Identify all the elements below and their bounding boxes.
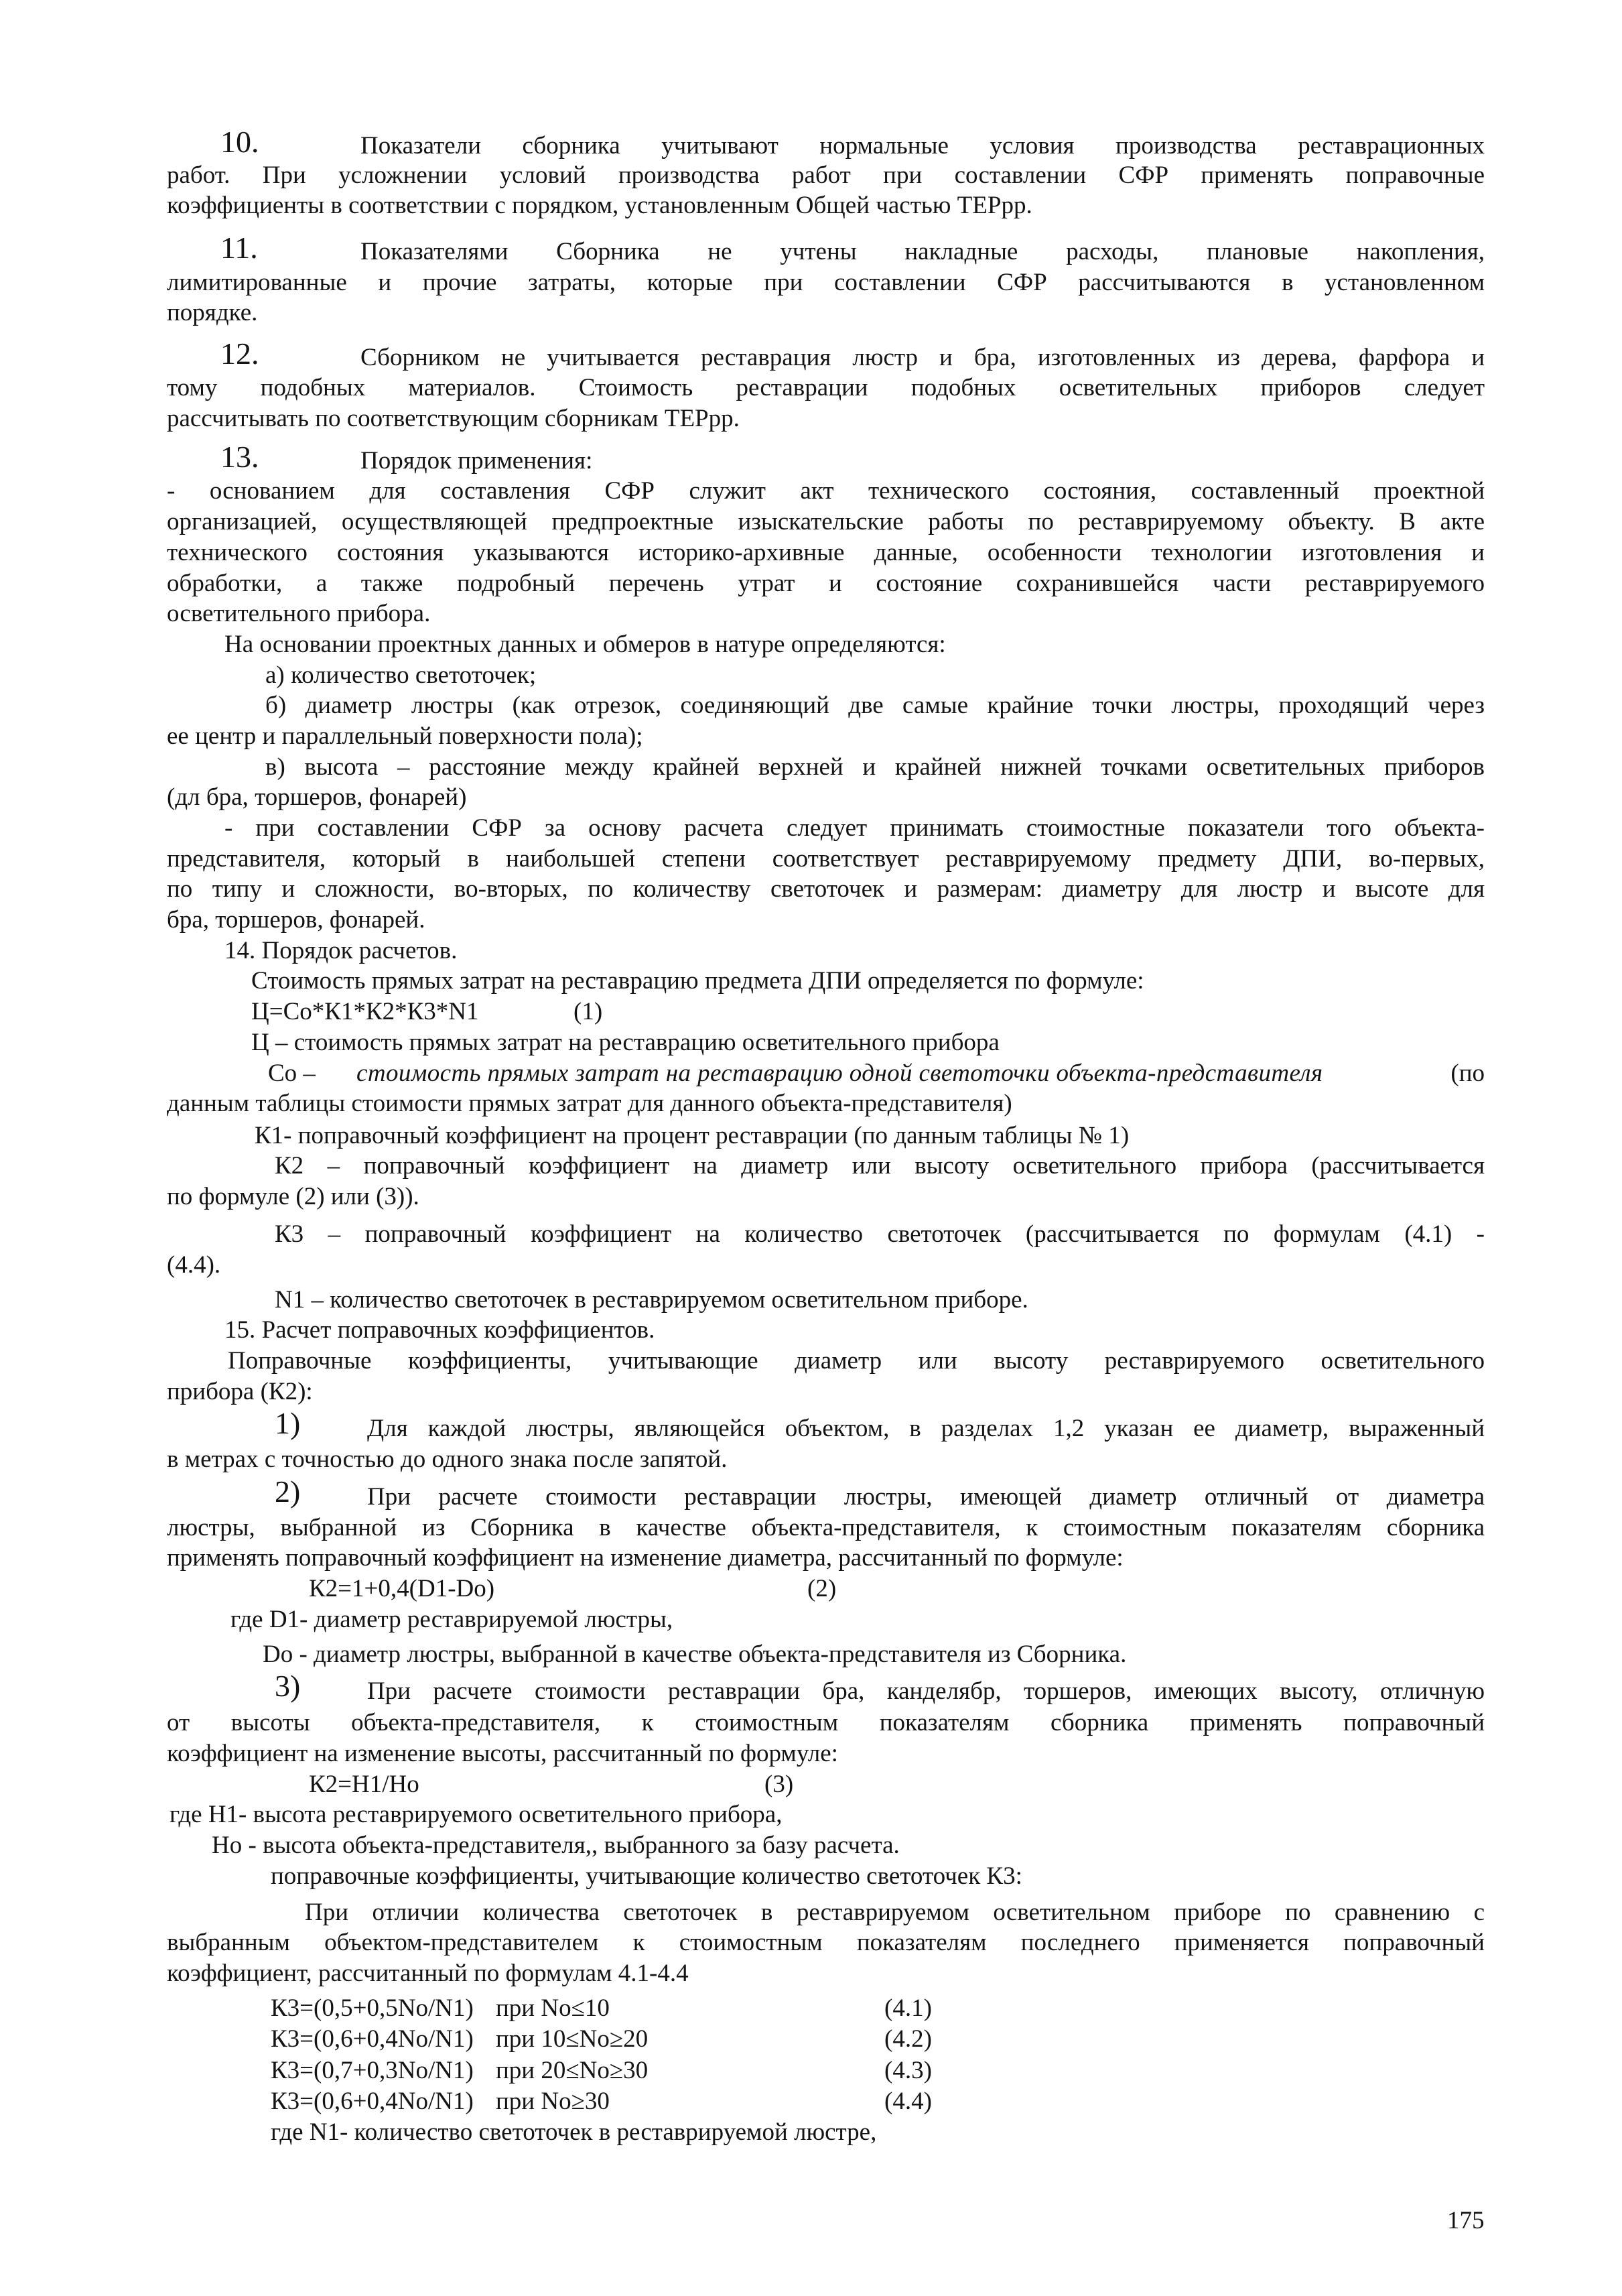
- paragraph-text: бра, торшеров, фонарей.: [167, 906, 425, 934]
- paragraph-text: порядке.: [167, 299, 258, 326]
- paragraph-text: поправочные коэффициенты, учитывающие количество светоточек К3:: [271, 1862, 1022, 1890]
- paragraph-text: по типу и сложности, во-вторых, по количеству светоточек и размерам: диаметру для люстр и высоте для: [167, 875, 1485, 903]
- formula: К3=(0,7+0,3No/N1): [271, 2057, 474, 2084]
- definition: по формуле (2) или (3)).: [167, 1183, 419, 1210]
- paragraph-text: работ. При усложнении условий производства работ при составлении СФР применять поправочные: [167, 162, 1485, 189]
- paragraph-text: тому подобных материалов. Стоимость реставрации подобных осветительных приборов следует: [167, 374, 1485, 401]
- item-number: 10.: [220, 125, 259, 159]
- paragraph-text: прибора (К2):: [167, 1378, 313, 1405]
- item-number: 12.: [220, 336, 259, 371]
- paragraph-text: При отличии количества светоточек в реставрируемом осветительном приборе по сравнению с: [305, 1899, 1485, 1926]
- paragraph-text: - основанием для составления СФР служит акт технического состояния, составленный проектной: [167, 477, 1485, 505]
- subitem-number: 3): [275, 1669, 301, 1703]
- definition-text: (по: [1450, 1060, 1485, 1087]
- formula-number: (4.3): [884, 2057, 932, 2084]
- list-item: б) диаметр люстры (как отрезок, соединяющий две самые крайние точки люстры, проходящий через: [265, 692, 1485, 719]
- paragraph-text: технического состояния указываются историко-архивные данные, особенности технологии изготовления и: [167, 539, 1485, 566]
- paragraph-text: - при составлении СФР за основу расчета следует принимать стоимостные показатели того объекта-: [224, 814, 1485, 842]
- paragraph-text: представителя, который в наибольшей степени соответствует реставрируемому предмету ДПИ, во-первых,: [167, 845, 1485, 873]
- symbol: Со –: [268, 1060, 316, 1087]
- definition-text: стоимость прямых затрат на реставрацию одной светоточки объекта-представителя: [356, 1060, 1323, 1087]
- paragraph-text: лимитированные и прочие затраты, которые при составлении СФР рассчитываются в установленном: [167, 269, 1485, 296]
- formula-number: (1): [573, 998, 603, 1025]
- formula-number: (3): [764, 1771, 794, 1798]
- paragraph-text: от высоты объекта-представителя, к стоимостным показателям сборника применять поправочный: [167, 1709, 1485, 1736]
- paragraph-text: применять поправочный коэффициент на изменение диаметра, рассчитанный по формуле:: [167, 1544, 1124, 1572]
- formula-number: (4.4): [884, 2088, 932, 2115]
- list-item: а) количество светоточек;: [265, 661, 537, 689]
- paragraph-text: коэффициенты в соответствии с порядком, установленным Общей частью ТЕРрр.: [167, 192, 1032, 219]
- paragraph-text: Стоимость прямых затрат на реставрацию предмета ДПИ определяется по формуле:: [251, 967, 1144, 995]
- formula: К3=(0,6+0,4No/N1): [271, 2025, 474, 2053]
- item-number: 11.: [220, 231, 258, 265]
- formula: К3=(0,6+0,4No/N1): [271, 2088, 474, 2115]
- formula-number: (2): [807, 1575, 837, 1602]
- definition: Ц – стоимость прямых затрат на реставрацию осветительного прибора: [251, 1029, 1000, 1056]
- definition: где Н1- высота реставрируемого осветительного прибора,: [170, 1801, 783, 1828]
- formula: Ц=Со*К1*К2*К3*N1: [251, 998, 479, 1025]
- formula-condition: при 20≤No≥30: [496, 2057, 649, 2084]
- formula: К2=Н1/Но: [309, 1771, 419, 1798]
- formula-3: [309, 1770, 912, 1799]
- formula-number: (4.2): [884, 2025, 932, 2053]
- paragraph-text: организацией, осуществляющей предпроектные изыскательские работы по реставрируемому объекту. В акте: [167, 508, 1485, 535]
- paragraph-text: Сборником не учитывается реставрация люстр и бра, изготовленных из дерева, фарфора и: [360, 344, 1485, 371]
- paragraph-text: Показателями Сборника не учтены накладные расходы, плановые накопления,: [360, 238, 1485, 265]
- formula-4-2: [271, 2025, 1008, 2054]
- page-number: 175: [1447, 2207, 1485, 2234]
- paragraph-text: коэффициент, рассчитанный по формулам 4.1-4.4: [167, 1960, 689, 1987]
- definition: Но - высота объекта-представителя,, выбранного за базу расчета.: [212, 1832, 900, 1859]
- paragraph-text: На основании проектных данных и обмеров в натуре определяются:: [224, 631, 946, 658]
- section-title: 15. Расчет поправочных коэффициентов.: [224, 1316, 655, 1344]
- formula-condition: при 10≤No≥20: [496, 2025, 649, 2053]
- paragraph-text: осветительного прибора.: [167, 600, 431, 627]
- definition: (4.4).: [167, 1251, 221, 1279]
- definition: данным таблицы стоимости прямых затрат для данного объекта-представителя): [167, 1090, 1012, 1117]
- definition: К1- поправочный коэффициент на процент реставрации (по данным таблицы № 1): [255, 1122, 1130, 1149]
- subitem-number: 1): [275, 1406, 301, 1440]
- paragraph-text: выбранным объектом-представителем к стоимостным показателям последнего применяется поправочный: [167, 1929, 1485, 1956]
- formula-condition: при No≥30: [496, 2088, 610, 2115]
- paragraph-text: Поправочные коэффициенты, учитывающие диаметр или высоту реставрируемого осветительного: [228, 1347, 1485, 1375]
- definition: где D1- диаметр реставрируемой люстры,: [230, 1606, 673, 1633]
- definition: К2 – поправочный коэффициент на диаметр или высоту осветительного прибора (рассчитывается: [275, 1152, 1485, 1179]
- subitem-number: 2): [275, 1474, 301, 1509]
- paragraph-text: люстры, выбранной из Сборника в качестве объекта-представителя, к стоимостным показателям сборника: [167, 1514, 1485, 1541]
- list-item: (дл бра, торшеров, фонарей): [167, 783, 467, 811]
- formula-4-4: [271, 2087, 1008, 2116]
- formula-4-1: [271, 1994, 1008, 2023]
- formula-condition: при No≤10: [496, 1994, 610, 2022]
- paragraph-text: обработки, а также подробный перечень утрат и состояние сохранившейся части реставрируемого: [167, 570, 1485, 597]
- paragraph-text: Показатели сборника учитывают нормальные условия производства реставрационных: [360, 132, 1485, 160]
- definition: Do - диаметр люстры, выбранной в качестве объекта-представителя из Сборника.: [263, 1641, 1127, 1668]
- formula-2: [309, 1574, 912, 1604]
- paragraph-text: рассчитывать по соответствующим сборникам ТЕРрр.: [167, 405, 740, 432]
- paragraph-text: коэффициент на изменение высоты, рассчитанный по формуле:: [167, 1740, 838, 1767]
- paragraph-text: Для каждой люстры, являющейся объектом, в разделах 1,2 указан ее диаметр, выраженный: [367, 1415, 1485, 1442]
- paragraph-text: При расчете стоимости реставрации бра, канделябр, торшеров, имеющих высоту, отличную: [367, 1677, 1485, 1705]
- list-item: в) высота – расстояние между крайней верхней и крайней нижней точками осветительных приборов: [265, 753, 1485, 781]
- list-item: ее центр и параллельный поверхности пола);: [167, 722, 643, 750]
- definition: N1 – количество светоточек в реставрируемом осветительном приборе.: [275, 1286, 1028, 1314]
- formula: К2=1+0,4(D1-Do): [309, 1575, 495, 1602]
- section-title: Порядок применения:: [360, 447, 593, 474]
- formula-4-3: [271, 2056, 1008, 2086]
- formula-number: (4.1): [884, 1994, 932, 2022]
- section-title: 14. Порядок расчетов.: [224, 937, 458, 964]
- definition: где N1- количество светоточек в реставрируемой люстре,: [271, 2118, 877, 2146]
- formula-1: [251, 997, 787, 1027]
- formula: К3=(0,5+0,5No/N1): [271, 1994, 474, 2022]
- paragraph-text: в метрах с точностью до одного знака после запятой.: [167, 1446, 728, 1473]
- definition: К3 – поправочный коэффициент на количество светоточек (рассчитывается по формулам (4.1) -: [275, 1220, 1485, 1248]
- paragraph-text: При расчете стоимости реставрации люстры, имеющей диаметр отличный от диаметра: [367, 1483, 1485, 1511]
- item-number: 13.: [220, 440, 259, 474]
